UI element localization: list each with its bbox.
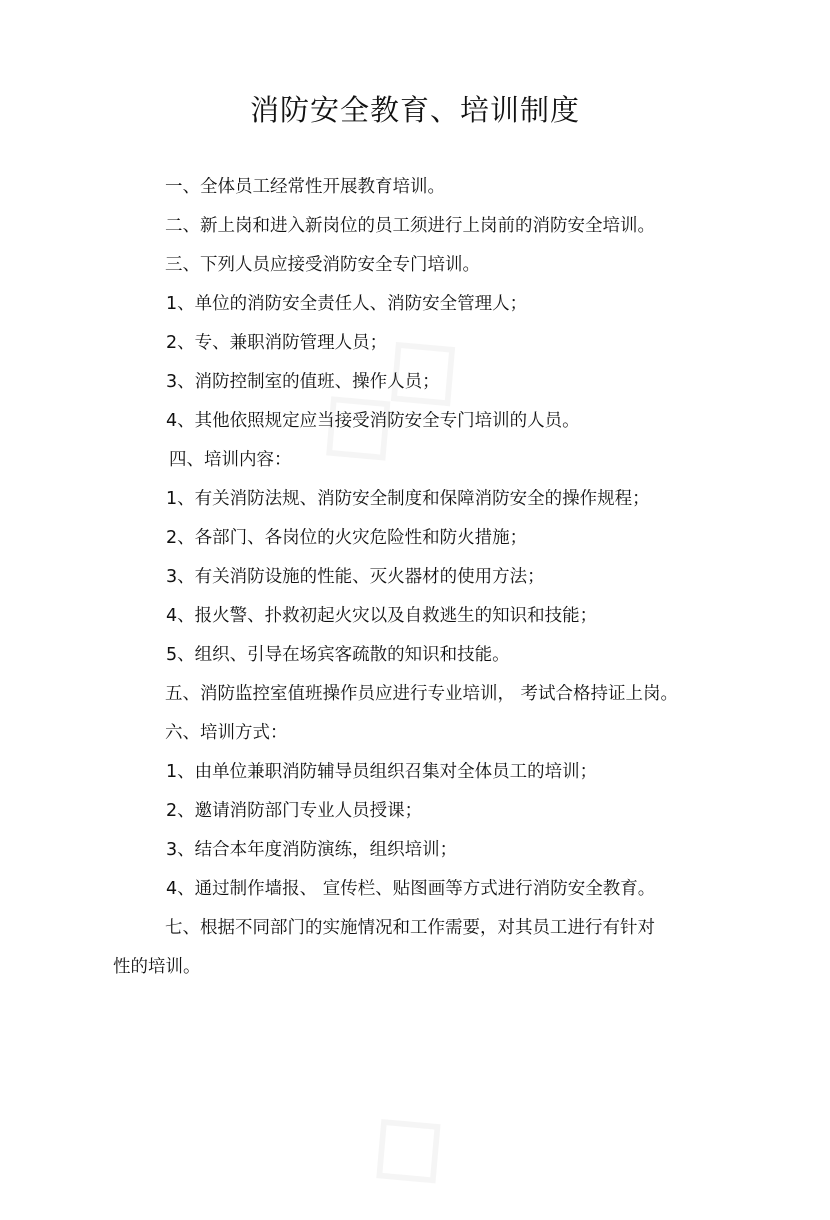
- list-item: 2、专、兼职消防管理人员；: [166, 333, 388, 353]
- section-seven: 七、根据不同部门的实施情况和工作需要，对其员工进行有针对: [165, 918, 655, 938]
- list-item: 1、由单位兼职消防辅导员组织召集对全体员工的培训；: [166, 762, 598, 782]
- list-item: 4、其他依照规定应当接受消防安全专门培训的人员。: [166, 411, 580, 431]
- watermark-mark: [329, 1068, 476, 1220]
- list-item: 4、报火警、扑救初起火灾以及自救逃生的知识和技能；: [166, 606, 598, 626]
- list-item: 5、组织、引导在场宾客疏散的知识和技能。: [166, 645, 510, 665]
- watermark-mark: [279, 291, 491, 498]
- list-item: 2、各部门、各岗位的火灾危险性和防火措施；: [166, 528, 528, 548]
- section-seven-continued: 性的培训。: [113, 957, 201, 977]
- section-five: 五、消防监控室值班操作员应进行专业培训， 考试合格持证上岗。: [165, 684, 679, 704]
- list-item: 1、有关消防法规、消防安全制度和保障消防安全的操作规程；: [166, 489, 650, 509]
- section-six: 六、培训方式：: [165, 723, 288, 743]
- section-three: 三、下列人员应接受消防安全专门培训。: [165, 255, 480, 275]
- document-title: 消防安全教育、培训制度: [249, 93, 580, 127]
- list-item: 3、消防控制室的值班、操作人员；: [166, 372, 440, 392]
- section-two: 二、新上岗和进入新岗位的员工须进行上岗前的消防安全培训。: [165, 216, 655, 236]
- list-item: 1、单位的消防安全责任人、消防安全管理人；: [166, 294, 528, 314]
- list-item: 4、通过制作墙报、 宣传栏、贴图画等方式进行消防安全教育。: [166, 879, 656, 899]
- list-item: 2、邀请消防部门专业人员授课；: [166, 801, 423, 821]
- list-item: 3、结合本年度消防演练，组织培训；: [166, 840, 458, 860]
- section-four: 四、培训内容：: [169, 450, 292, 470]
- list-item: 3、有关消防设施的性能、灭火器材的使用方法；: [166, 567, 545, 587]
- section-one: 一、全体员工经常性开展教育培训。: [165, 177, 445, 197]
